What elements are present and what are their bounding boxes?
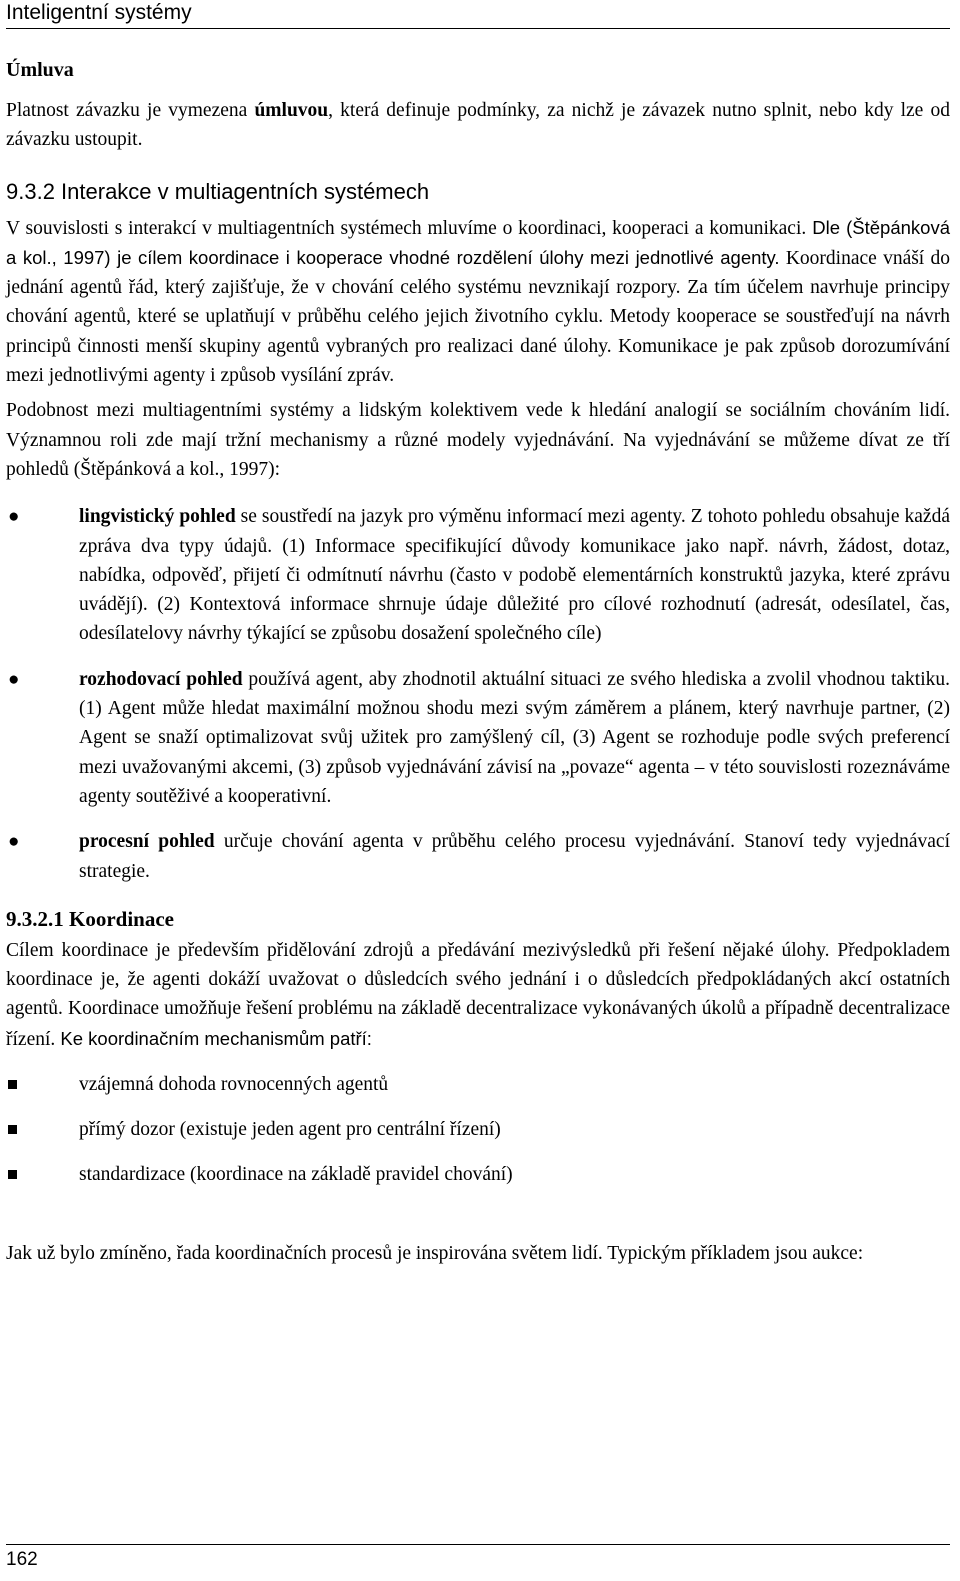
paragraph-koordinace [6, 936, 950, 1054]
paragraph-interakce [6, 213, 950, 391]
list-item-text: přímý dozor (existuje jeden agent pro centrální řízení) [79, 1119, 501, 1141]
list-item [6, 1070, 950, 1099]
list-item-text: určuje chování agenta v průběhu celého procesu vyjednávání. Stanoví tedy vyjednávací strategie. [79, 831, 951, 882]
heading-umluva: Úmluva [6, 59, 74, 81]
list-item-text: standardizace (koordinace na základě pravidel chování) [79, 1164, 513, 1186]
subsection-heading-koordinace: 9.3.2.1 Koordinace [6, 906, 174, 931]
list-item-text: vzájemná dohoda rovnocenných agentů [79, 1074, 389, 1096]
page-footer [6, 1544, 950, 1572]
list-item [6, 1160, 950, 1189]
interakce-intro: V souvislosti s interakcí v multiagentních systémech mluvíme o koordinaci, kooperaci a komunikaci. [6, 217, 807, 239]
paragraph-umluva [6, 96, 950, 155]
page-content [6, 56, 950, 1268]
list-item-term: rozhodovací pohled [79, 668, 243, 690]
bullet-dot-icon: ● [8, 831, 20, 853]
square-bullet-icon [8, 1170, 17, 1179]
koordinace-text: Cílem koordinace je především přidělování zdrojů a předávání mezivýsledků při řešení nějaké úlohy. Předpokladem koordinace je, že agenti dokáží uvažovat o důsledcích svého jednání i o důsledcích předpokládaných akcí ostatních agentů. Koordinace umožňuje řešení problému na základě decentralizace vykonávaných úkolů a případně decentralizace řízení. [6, 939, 950, 1050]
list-item-text: se soustředí na jazyk pro výměnu informací mezi agenty. Z tohoto pohledu obsahuje každá zpráva dva typy údajů. (1) Informace specifikující důvody komunikace jako např. návrh, žádost, dotaz, nabídka, odpověď, přijetí či odmítnutí návrhu (často v podobě elementárních konstruktů jazyka, které zprávu uvádějí). (2) Kontextová informace shrnuje údaje důležité pro cílové rozhodnutí (adresát, odesílatel, čas, odesílatelovy návrhy týkající se způsobu dosažení společného cíle) [79, 506, 950, 645]
section-heading-interakce: 9.3.2 Interakce v multiagentních systémech [6, 178, 430, 204]
umluva-text-2: , která definuje podmínky, za nichž je závazek nutno splnit, nebo kdy lze od závazku ustoupit. [6, 100, 950, 151]
square-bullet-icon [8, 1080, 17, 1089]
running-header: Inteligentní systémy [6, 0, 950, 29]
paragraph-aukce: Jak už bylo zmíněno, řada koordinačních procesů je inspirována světem lidí. Typickým příkladem jsou aukce: [6, 1243, 864, 1265]
square-bullet-icon [8, 1125, 17, 1134]
list-item [6, 665, 950, 811]
list-item [6, 502, 950, 648]
list-item-term: procesní pohled [79, 831, 215, 853]
bullet-list-pohledy [6, 502, 950, 886]
square-list-mechanismy [6, 1070, 950, 1189]
umluva-text-1: Platnost závazku je vymezena [6, 100, 255, 121]
umluva-term: úmluvou [254, 100, 329, 121]
list-item [6, 827, 950, 886]
interakce-rest: Koordinace vnáší do jednání agentů řád, který zajišťuje, že v chování celého systému nevznikají rozpory. Za tím účelem navrhuje principy chování agentů, které se uplatňují v průběhu celého jejich životního cyklu. Metody kooperace se soustřeďují na návrh principů činnosti menší skupiny agentů vybraných pro realizaci dané úlohy. Komunikace je pak způsob dorozumívání mezi jednotlivými agenty i způsob vysílání zpráv. [6, 247, 950, 387]
list-item-text: používá agent, aby zhodnotil aktuální situaci ze svého hlediska a zvolil vhodnou taktiku. (1) Agent může hledat maximální možnou shodu mezi svým záměrem a plánem, který navrhuje partner, (2) Agent se snaží optimalizovat svůj užitek pro zamýšlený cíl, (3) Agent se rozhoduje podle svých preferencí mezi uvažovanými akcemi, (3) způsob vyjednávání závisí na „povaze“ agenta – v této souvislosti rozeznáváme agenty soutěživé a kooperativní. [79, 668, 950, 807]
bullet-dot-icon: ● [8, 668, 20, 690]
interakce-citation: Dle (Štěpánková a kol., 1997) je cílem koordinace i kooperace vhodné rozdělení úlohy mezi jednotlivé agenty. [6, 216, 950, 268]
page-number: 162 [6, 1549, 38, 1570]
list-item [6, 1115, 950, 1144]
koordinace-text-sans: Ke koordinačním mechanismům patří: [55, 1027, 372, 1049]
list-item-term: lingvistický pohled [79, 506, 236, 528]
paragraph-podobnost: Podobnost mezi multiagentními systémy a lidským kolektivem vede k hledání analogií se sociálním chováním lidí. Významnou roli zde mají tržní mechanismy a různé modely vyjednávání. Na vyjednávání se můžeme dívat ze tří pohledů (Štěpánková a kol., 1997): [6, 400, 950, 480]
bullet-dot-icon: ● [8, 506, 20, 528]
